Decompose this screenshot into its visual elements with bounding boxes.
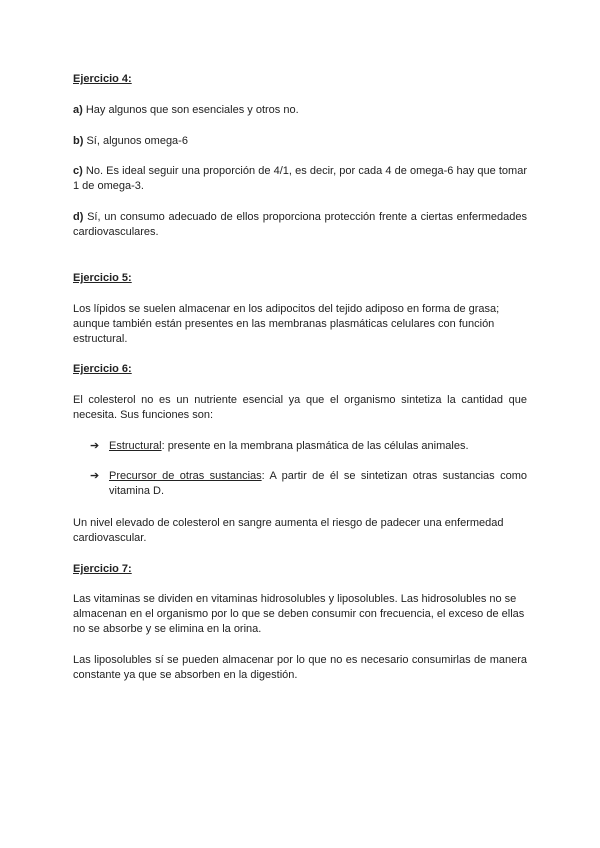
- bullet-rest: : presente en la membrana plasmática de las células animales.: [161, 440, 469, 452]
- exercise-6-intro: El colesterol no es un nutriente esencial ya que el organismo sintetiza la cantidad que necesita. Sus funciones son:: [73, 394, 527, 421]
- answer-a-text: Hay algunos que son esenciales y otros no.: [82, 104, 299, 116]
- answer-d-text: Sí, un consumo adecuado de ellos proporciona protección frente a ciertas enfermedades cardiovasculares.: [73, 211, 527, 238]
- bullet-term: Estructural: [109, 440, 162, 452]
- answer-a-letter: a): [73, 104, 83, 116]
- answer-b-letter: b): [73, 135, 84, 147]
- exercise-7-paragraph-1: Las vitaminas se dividen en vitaminas hidrosolubles y liposolubles. Las hidrosolubles no se almacenan en el organismo por lo que se deben consumir con frecuencia, el exceso de ellas no se absorbe y se elimina en la orina.: [73, 593, 525, 635]
- answer-c-text: No. Es ideal seguir una proporción de 4/1, es decir, por cada 4 de omega-6 hay que tomar 1 de omega-3.: [73, 165, 527, 192]
- answer-b-text: Sí, algunos omega-6: [83, 135, 188, 147]
- bullet-term: Precursor de otras sustancias: [109, 470, 262, 482]
- exercise-7-paragraph-2: Las liposolubles sí se pueden almacenar por lo que no es necesario consumirlas de manera constante ya que se absorben en la digestión.: [73, 654, 527, 681]
- exercise-5-text: Los lípidos se suelen almacenar en los adipocitos del tejido adiposo en forma de grasa; aunque también están presentes en las membranas plasmáticas celulares con función estructural.: [73, 303, 500, 345]
- bullet-text: [109, 469, 527, 499]
- bullet-item: [90, 469, 527, 499]
- exercise-7-heading: Ejercicio 7:: [73, 563, 132, 575]
- exercise-6-closing: Un nivel elevado de colesterol en sangre aumenta el riesgo de padecer una enfermedad cardiovascular.: [73, 517, 504, 544]
- exercise-4-answer-b: [73, 134, 527, 149]
- bullet-item: [90, 439, 527, 454]
- exercise-4-heading: Ejercicio 4:: [73, 73, 132, 85]
- exercise-5-heading: Ejercicio 5:: [73, 272, 132, 284]
- bullet-rest: : A partir de él se sintetizan otras sustancias como vitamina D.: [109, 470, 527, 497]
- answer-c-letter: c): [73, 165, 83, 177]
- arrow-right-icon: ➔: [90, 440, 100, 452]
- exercise-6-heading: Ejercicio 6:: [73, 363, 132, 375]
- exercise-4-answer-a: [73, 103, 527, 118]
- exercise-4-answer-d: [73, 210, 527, 240]
- arrow-right-icon: ➔: [90, 470, 100, 482]
- answer-d-letter: d): [73, 211, 84, 223]
- exercise-4-answer-c: [73, 164, 527, 194]
- bullet-text: [109, 439, 527, 454]
